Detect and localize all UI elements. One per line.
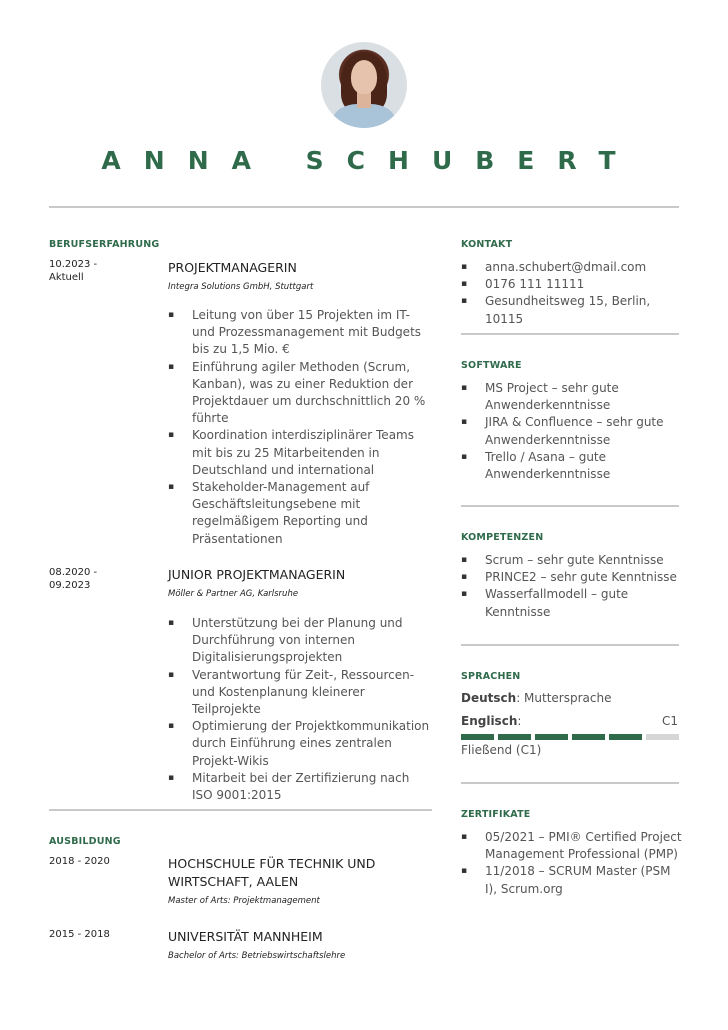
level-segment [498,734,531,740]
phone: ▪ 0176 111 11111 [485,276,685,293]
education-date: 2015 - 2018 [49,929,110,940]
section-divider [461,644,679,646]
language-name: Englisch [461,714,518,728]
list-item: ▪ Scrum – sehr gute Kenntnisse [485,552,685,569]
contact-heading: KONTAKT [461,239,513,250]
level-segment [646,734,679,740]
email: ▪ anna.schubert@dmail.com [485,259,685,276]
certificates-heading: ZERTIFIKATE [461,809,531,820]
job-bullets [192,615,432,804]
list-item: ▪ 11/2018 – SCRUM Master (PSM I), Scrum.org [485,863,685,897]
section-divider [461,505,679,507]
section-divider [461,333,679,335]
list-item: ▪ Stakeholder-Management auf Geschäftsleitungsebene mit regelmäßigem Reporting und Präsentationen [192,479,432,548]
list-item: ▪ MS Project – sehr gute Anwenderkenntnisse [485,380,665,414]
level-segment [609,734,642,740]
level-segment [535,734,568,740]
section-divider [461,782,679,784]
list-item: ▪ Unterstützung bei der Planung und Durchführung von internen Digitalisierungsprojekten [192,615,432,667]
language-native [461,691,611,705]
list-item: ▪ PRINCE2 – sehr gute Kenntnisse [485,569,685,586]
school-name: UNIVERSITÄT MANNHEIM [168,929,323,944]
list-item: ▪ Trello / Asana – gute Anwenderkenntnisse [485,449,665,483]
job-title: PROJEKTMANAGERIN [168,260,297,275]
list-item: ▪ JIRA & Confluence – sehr gute Anwenderkenntnisse [485,414,665,448]
header-divider [49,206,679,208]
language-second [461,714,521,728]
job-date: 10.2023 - Aktuell [49,259,98,283]
list-item: ▪ Leitung von über 15 Projekten im IT- und Prozessmanagement mit Budgets bis zu 1,5 Mio. € [192,307,432,359]
job-date: 08.2020 - 09.2023 [49,567,98,591]
job-bullets [192,307,432,548]
level-segment [461,734,494,740]
degree: Master of Arts: Projektmanagement [168,896,320,906]
language-level: : Muttersprache [516,691,612,705]
languages-heading: SPRACHEN [461,671,521,682]
degree: Bachelor of Arts: Betriebswirtschaftslehre [168,951,346,961]
profile-photo [321,42,407,128]
skills-list [485,552,685,621]
education-heading: AUSBILDUNG [49,836,121,847]
job-title: JUNIOR PROJEKTMANAGERIN [168,567,346,582]
software-heading: SOFTWARE [461,360,522,371]
school-name: HOCHSCHULE FÜR TECHNIK UND WIRTSCHAFT, AALEN [168,856,376,889]
certificates-list [485,829,685,898]
language-level-text: Fließend (C1) [461,743,542,757]
job-company: Möller & Partner AG, Karlsruhe [168,589,299,599]
language-code: C1 [661,714,678,728]
person-name: ANNA SCHUBERT [101,146,639,175]
list-item: ▪ 05/2021 – PMI® Certified Project Management Professional (PMP) [485,829,685,863]
address: ▪ Gesundheitsweg 15, Berlin, 10115 [485,293,685,327]
language-separator: : [517,714,522,728]
contact-list [485,259,685,328]
language-name: Deutsch [461,691,517,705]
list-item: ▪ Einführung agiler Methoden (Scrum, Kanban), was zu einer Reduktion der Projektdauer um durchschnittlich 20 % führte [192,359,432,428]
section-divider [49,809,432,811]
list-item: ▪ Optimierung der Projektkommunikation durch Einführung eines zentralen Projekt-Wikis [192,718,432,770]
software-list [485,380,665,483]
list-item: ▪ Verantwortung für Zeit-, Ressourcen- und Kostenplanung kleinerer Teilprojekte [192,667,432,719]
list-item: ▪ Wasserfallmodell – gute Kenntnisse [485,586,645,620]
job-company: Integra Solutions GmbH, Stuttgart [168,282,314,292]
skills-heading: KOMPETENZEN [461,532,544,543]
level-segment [572,734,605,740]
list-item: ▪ Koordination interdisziplinärer Teams mit bis zu 25 Mitarbeitenden in Deutschland und international [192,427,432,479]
experience-heading: BERUFSERFAHRUNG [49,239,160,250]
list-item: ▪ Mitarbeit bei der Zertifizierung nach ISO 9001:2015 [192,770,432,804]
education-date: 2018 - 2020 [49,856,110,867]
